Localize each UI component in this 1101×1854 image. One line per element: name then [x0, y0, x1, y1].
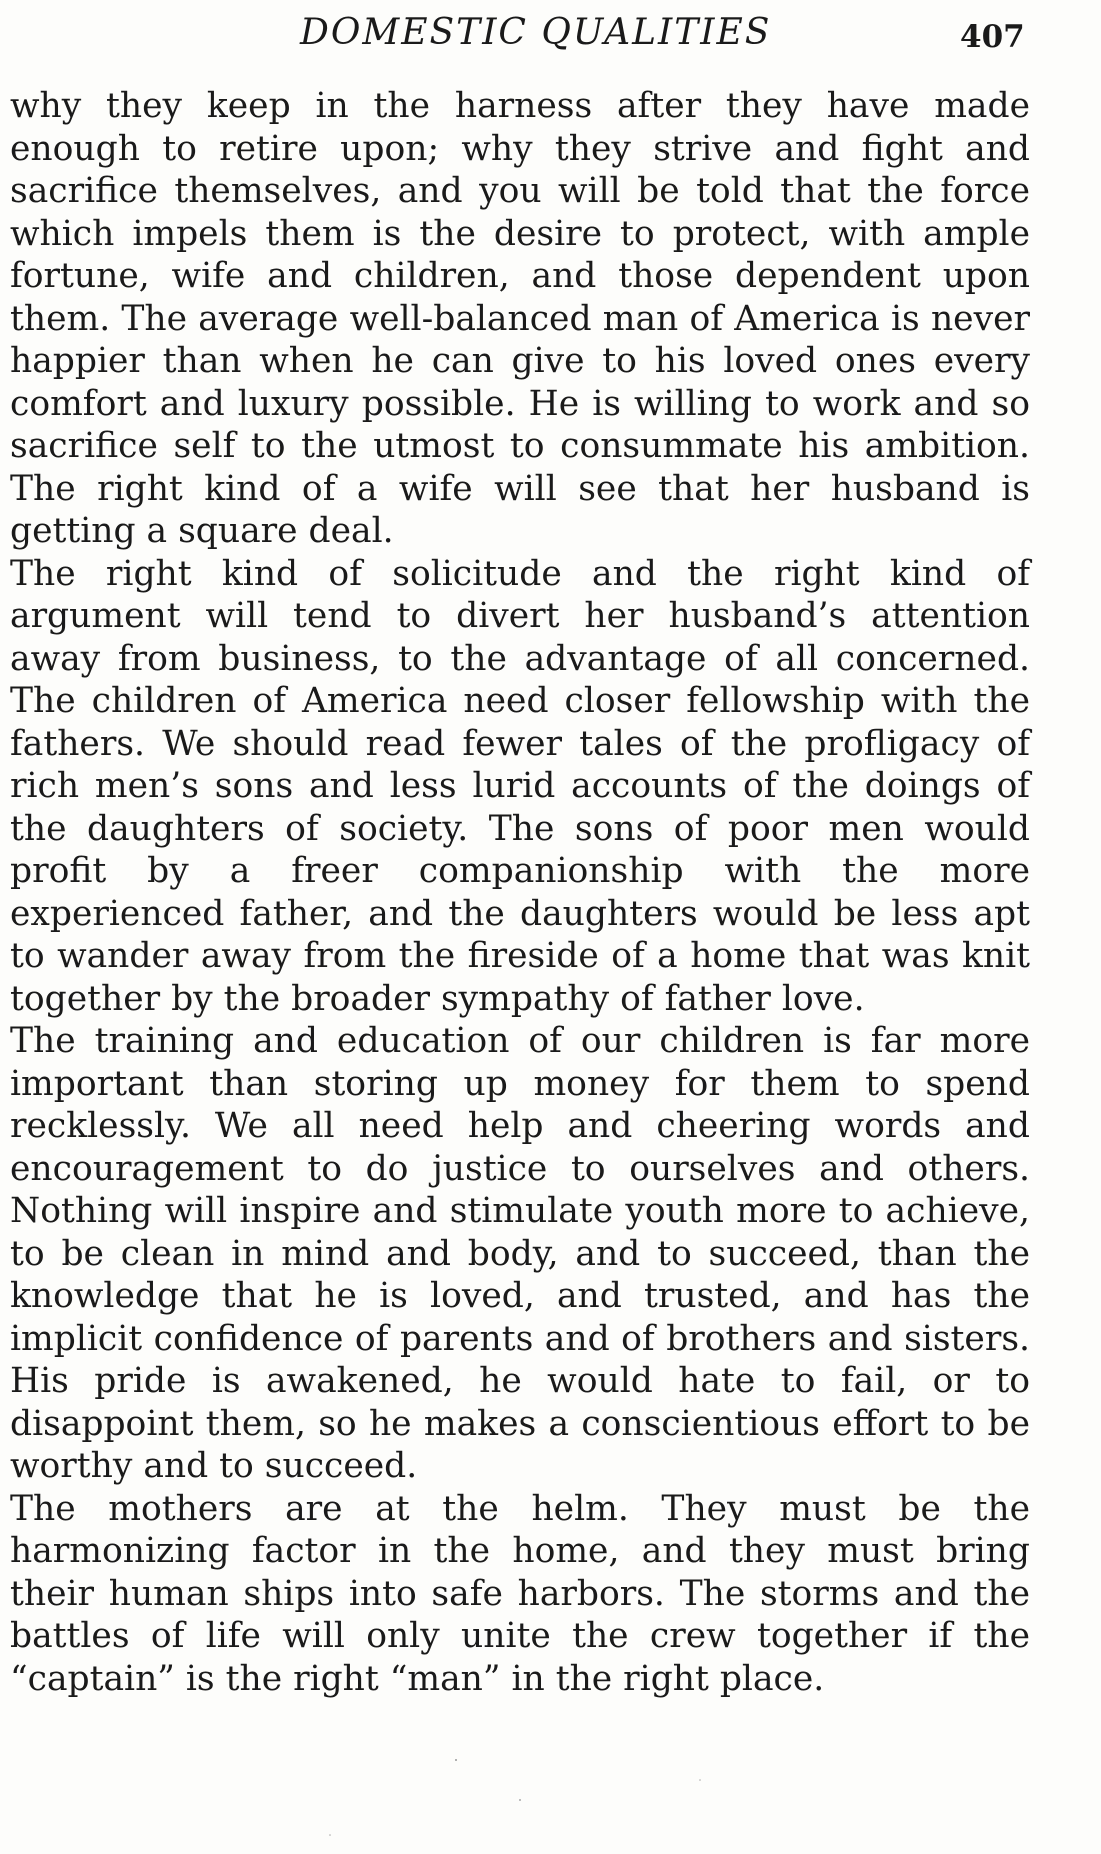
- running-title: DOMESTIC QUALITIES: [300, 12, 772, 53]
- paper-speck: [699, 1779, 701, 1781]
- paragraph-1: why they keep in the harness after they have made enough to retire upon; why they strive and fight and sacrifice themselves, and you will be told that the force which impels them is the desire to protect, with ample fortune, wife and children, and those dependent upon them. The average well-balanced man of America is never happier than when he can give to his loved ones every comfort and luxury possible. He is willing to work and so sacrifice self to the utmost to consummate his ambition. The right kind of a wife will see that her husband is getting a square deal.: [10, 86, 1030, 551]
- paragraph-4: The mothers are at the helm. They must be the harmonizing factor in the home, and they must bring their human ships into safe harbors. The storms and the battles of life will only unite the crew together if the “captain” is the right “man” in the right place.: [10, 1488, 1030, 1699]
- paragraph-3: The training and education of our children is far more important than storing up money for them to spend recklessly. We all need help and cheering words and encouragement to do justice to ourselves and others. Nothing will inspire and stimulate youth more to achieve, to be clean in mind and body, and to succeed, than the knowledge that he is loved, and trusted, and has the implicit confidence of parents and of brothers and sisters. His pride is awakened, he would hate to fail, or to disappoint them, so he makes a conscientious effort to be worthy and to succeed.: [10, 1021, 1030, 1486]
- body-text: [10, 85, 1030, 1700]
- paragraph-2: The right kind of solicitude and the right kind of argument will tend to divert her husband’s attention away from business, to the advantage of all concerned. The children of America need closer fellowship with the fathers. We should read fewer tales of the profligacy of rich men’s sons and less lurid accounts of the doings of the daughters of society. The sons of poor men would profit by a freer companionship with the more experienced father, and the daughters would be less apt to wander away from the fireside of a home that was knit together by the broader sympathy of father love.: [10, 553, 1030, 1019]
- paper-speck: [519, 1799, 521, 1801]
- paper-speck: [455, 1759, 457, 1761]
- paper-speck: [329, 1834, 331, 1836]
- page-number: 407: [960, 19, 1025, 55]
- running-head: [0, 8, 1101, 58]
